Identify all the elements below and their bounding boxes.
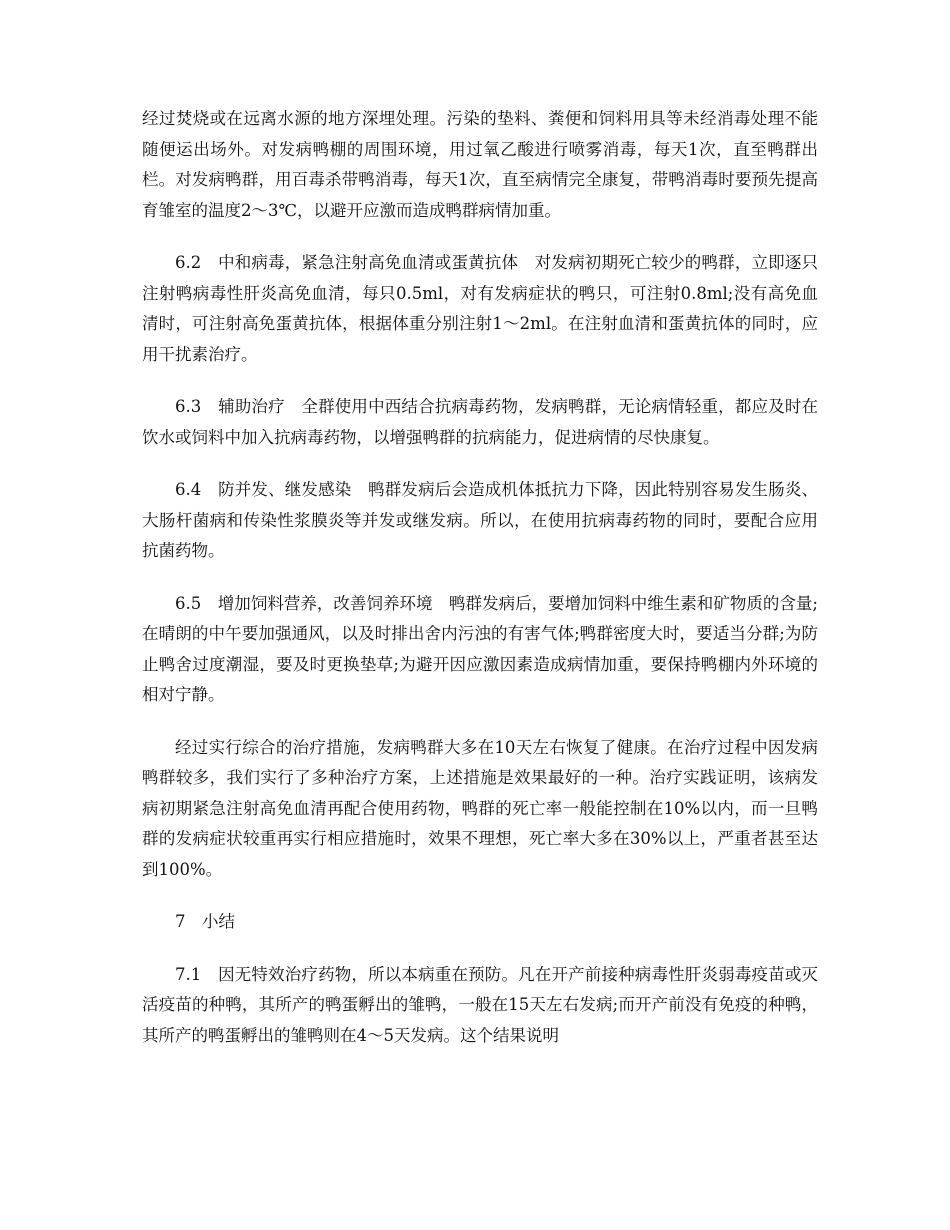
paragraph-7-1-prevention: 7.1 因无特效治疗药物，所以本病重在预防。凡在开产前接种病毒性肝炎弱毒疫苗或灭活疫苗的种鸭，其所产的鸭蛋孵出的雏鸭，一般在15天左右发病;而开产前没有免疫的种鸭，其所产的鸭蛋孵出的雏鸭则在4～5天发病。这个结果说明 bbox=[142, 964, 818, 1045]
paragraph-6-5-nutrition-environment: 6.5 增加饲料营养，改善饲养环境 鸭群发病后，要增加饲料中维生素和矿物质的含量;在晴朗的中午要加强通风，以及时排出舍内污浊的有害气体;鸭群密度大时，要适当分群;为防止鸭舍过度潮湿，要及时更换垫草;为避开因应激因素造成病情加重，要保持鸭棚内外环境的相对宁静。 bbox=[142, 593, 818, 704]
section-heading-7-summary: 7 小结 bbox=[175, 912, 235, 931]
paragraph-6-3-auxiliary-treatment: 6.3 辅助治疗 全群使用中西结合抗病毒药物，发病鸭群，无论病情轻重，都应及时在饮水或饲料中加入抗病毒药物，以增强鸭群的抗病能力，促进病情的尽快康复。 bbox=[142, 397, 818, 447]
paragraph-disinfection: 经过焚烧或在远离水源的地方深埋处理。污染的垫料、粪便和饲料用具等未经消毒处理不能随便运出场外。对发病鸭棚的周围环境，用过氧乙酸进行喷雾消毒，每天1次，直至鸭群出栏。对发病鸭群，用百毒杀带鸭消毒，每天1次，直至病情完全康复，带鸭消毒时要预先提高育雏室的温度2～3℃，以避开应激而造成鸭群病情加重。 bbox=[142, 109, 818, 220]
paragraph-6-2-neutralize-virus: 6.2 中和病毒，紧急注射高免血清或蛋黄抗体 对发病初期死亡较少的鸭群，立即逐只注射鸭病毒性肝炎高免血清，每只0.5ml，对有发病症状的鸭只，可注射0.8ml;没有高免血清时，可注射高免蛋黄抗体，根据体重分别注射1～2ml。在注射血清和蛋黄抗体的同时，应用干扰素治疗。 bbox=[142, 253, 818, 364]
paragraph-6-4-prevent-secondary-infection: 6.4 防并发、继发感染 鸭群发病后会造成机体抵抗力下降，因此特别容易发生肠炎、大肠杆菌病和传染性浆膜炎等并发或继发病。所以，在使用抗病毒药物的同时，要配合应用抗菌药物。 bbox=[142, 480, 818, 560]
document-page bbox=[142, 104, 818, 1073]
paragraph-treatment-results: 经过实行综合的治疗措施，发病鸭群大多在10天左右恢复了健康。在治疗过程中因发病鸭群较多，我们实行了多种治疗方案，上述措施是效果最好的一种。治疗实践证明，该病发病初期紧急注射高免血清再配合使用药物，鸭群的死亡率一般能控制在10%以内，而一旦鸭群的发病症状较重再实行相应措施时，效果不理想，死亡率大多在30%以上，严重者甚至达到100%。 bbox=[142, 737, 818, 879]
